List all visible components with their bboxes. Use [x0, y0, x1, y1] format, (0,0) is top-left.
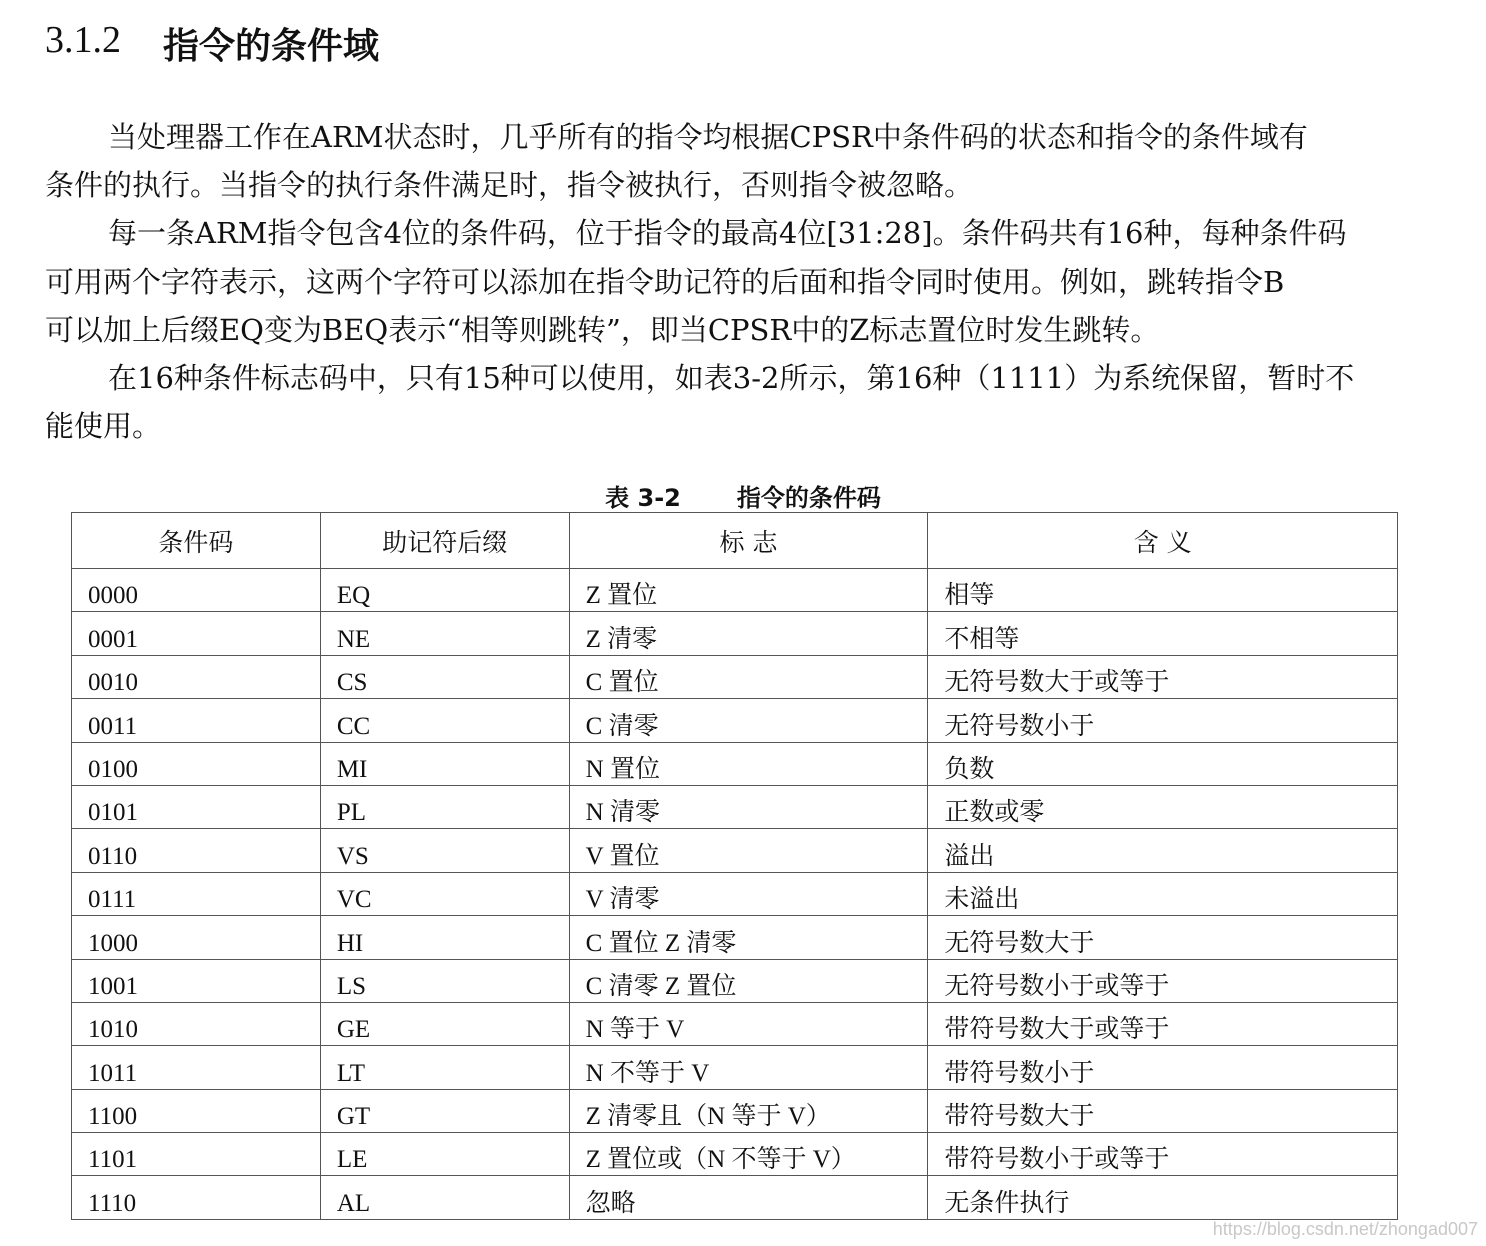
table-row — [72, 699, 1398, 742]
paragraph — [45, 113, 1445, 209]
watermark: https://blog.csdn.net/zhongad007 — [1212, 1219, 1478, 1239]
flags-cell: C 清零 — [569, 699, 928, 742]
table-row — [72, 1046, 1398, 1089]
condition-code-cell: 0111 — [72, 872, 321, 915]
flags-cell: Z 置位 — [569, 569, 928, 612]
condition-code-table — [71, 512, 1398, 1220]
body-text — [45, 113, 1445, 450]
table-header-row — [72, 513, 1398, 569]
condition-code-cell: 1110 — [72, 1176, 321, 1219]
meaning-cell: 负数 — [928, 742, 1398, 785]
table-row — [72, 1176, 1398, 1219]
table-row — [72, 655, 1398, 698]
table-row — [72, 569, 1398, 612]
paragraph-line: 每一条ARM指令包含4位的条件码，位于指令的最高4位[31:28]。条件码共有16种，每种条件码 — [108, 216, 1347, 251]
header-meaning: 含 义 — [928, 513, 1398, 569]
mnemonic-suffix-cell: CC — [320, 699, 569, 742]
mnemonic-suffix-cell: NE — [320, 612, 569, 655]
paragraph-line: 可以加上后缀EQ变为BEQ表示“相等则跳转”，即当CPSR中的Z标志置位时发生跳转。 — [45, 312, 1160, 347]
meaning-cell: 无符号数小于 — [928, 699, 1398, 742]
header-mnemonic-suffix: 助记符后缀 — [320, 513, 569, 569]
mnemonic-suffix-cell: LE — [320, 1133, 569, 1176]
flags-cell: V 置位 — [569, 829, 928, 872]
table-row — [72, 872, 1398, 915]
condition-code-cell: 1001 — [72, 959, 321, 1002]
meaning-cell: 无符号数小于或等于 — [928, 959, 1398, 1002]
paragraph-line: 可用两个字符表示，这两个字符可以添加在指令助记符的后面和指令同时使用。例如，跳转指令B — [45, 264, 1285, 299]
meaning-cell: 不相等 — [928, 612, 1398, 655]
meaning-cell: 无条件执行 — [928, 1176, 1398, 1219]
table-caption-number: 表 3-2 — [605, 484, 681, 512]
mnemonic-suffix-cell: MI — [320, 742, 569, 785]
flags-cell: N 不等于 V — [569, 1046, 928, 1089]
section-number: 3.1.2 — [45, 19, 121, 61]
mnemonic-suffix-cell: CS — [320, 655, 569, 698]
paragraph-line: 能使用。 — [45, 409, 162, 444]
table-row — [72, 1002, 1398, 1045]
condition-code-cell: 0011 — [72, 699, 321, 742]
meaning-cell: 带符号数大于或等于 — [928, 1002, 1398, 1045]
mnemonic-suffix-cell: AL — [320, 1176, 569, 1219]
table-row — [72, 959, 1398, 1002]
table-row — [72, 916, 1398, 959]
mnemonic-suffix-cell: GT — [320, 1089, 569, 1132]
mnemonic-suffix-cell: PL — [320, 785, 569, 828]
condition-code-cell: 0100 — [72, 742, 321, 785]
table-caption-title: 指令的条件码 — [736, 484, 881, 512]
mnemonic-suffix-cell: VC — [320, 872, 569, 915]
flags-cell: Z 置位或（N 不等于 V） — [569, 1133, 928, 1176]
mnemonic-suffix-cell: HI — [320, 916, 569, 959]
mnemonic-suffix-cell: GE — [320, 1002, 569, 1045]
section-title: 指令的条件域 — [163, 26, 380, 67]
flags-cell: V 清零 — [569, 872, 928, 915]
header-condition-code: 条件码 — [72, 513, 321, 569]
condition-code-cell: 0010 — [72, 655, 321, 698]
table-row — [72, 1089, 1398, 1132]
meaning-cell: 无符号数大于或等于 — [928, 655, 1398, 698]
flags-cell: N 置位 — [569, 742, 928, 785]
table-caption — [0, 478, 1486, 513]
paragraph-line: 当处理器工作在ARM状态时，几乎所有的指令均根据CPSR中条件码的状态和指令的条件域有 — [108, 120, 1308, 154]
condition-code-cell: 1000 — [72, 916, 321, 959]
flags-cell: Z 清零 — [569, 612, 928, 655]
condition-code-cell: 1010 — [72, 1002, 321, 1045]
mnemonic-suffix-cell: LT — [320, 1046, 569, 1089]
meaning-cell: 正数或零 — [928, 785, 1398, 828]
condition-code-cell: 0110 — [72, 829, 321, 872]
table-row — [72, 829, 1398, 872]
paragraph — [45, 354, 1445, 450]
meaning-cell: 相等 — [928, 569, 1398, 612]
flags-cell: C 置位 Z 清零 — [569, 916, 928, 959]
paragraph-line: 在16种条件标志码中，只有15种可以使用，如表3-2所示，第16种（1111）为系统保留，暂时不 — [108, 361, 1355, 396]
mnemonic-suffix-cell: EQ — [320, 569, 569, 612]
paragraph — [45, 209, 1445, 354]
flags-cell: Z 清零且（N 等于 V） — [569, 1089, 928, 1132]
flags-cell: C 清零 Z 置位 — [569, 959, 928, 1002]
condition-code-cell: 0000 — [72, 569, 321, 612]
condition-code-cell: 1101 — [72, 1133, 321, 1176]
section-heading — [45, 18, 379, 69]
meaning-cell: 带符号数大于 — [928, 1089, 1398, 1132]
condition-code-cell: 0001 — [72, 612, 321, 655]
condition-code-cell: 0101 — [72, 785, 321, 828]
condition-code-cell: 1011 — [72, 1046, 321, 1089]
meaning-cell: 带符号数小于或等于 — [928, 1133, 1398, 1176]
meaning-cell: 未溢出 — [928, 872, 1398, 915]
table-row — [72, 612, 1398, 655]
table-row — [72, 1133, 1398, 1176]
table-row — [72, 785, 1398, 828]
flags-cell: 忽略 — [569, 1176, 928, 1219]
mnemonic-suffix-cell: VS — [320, 829, 569, 872]
flags-cell: C 置位 — [569, 655, 928, 698]
meaning-cell: 无符号数大于 — [928, 916, 1398, 959]
mnemonic-suffix-cell: LS — [320, 959, 569, 1002]
header-flags: 标 志 — [569, 513, 928, 569]
meaning-cell: 溢出 — [928, 829, 1398, 872]
paragraph-line: 条件的执行。当指令的执行条件满足时，指令被执行，否则指令被忽略。 — [45, 168, 974, 203]
flags-cell: N 清零 — [569, 785, 928, 828]
flags-cell: N 等于 V — [569, 1002, 928, 1045]
condition-code-cell: 1100 — [72, 1089, 321, 1132]
table-row — [72, 742, 1398, 785]
meaning-cell: 带符号数小于 — [928, 1046, 1398, 1089]
